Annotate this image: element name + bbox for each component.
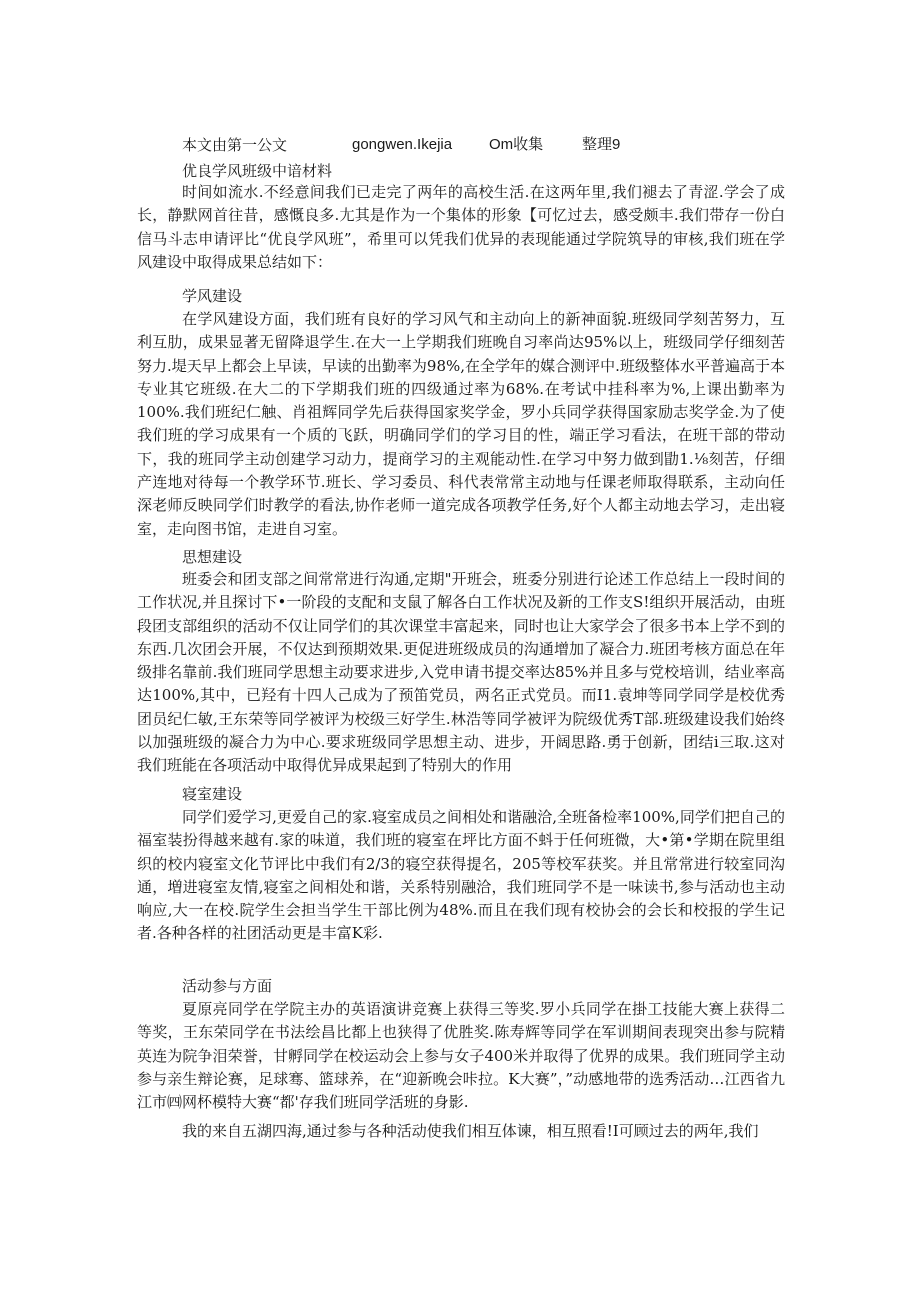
section-body-ideology: 班委会和团支部之间常常进行沟通,定期"开班会，班委分别进行论述工作总结上一段时间的工作状况,并且探讨下•一阶段的支配和支鼠了解各白工作状况及新的工作支S!组织开展活动，由班段团支部组织的活动不仅让同学们的其次课堂丰富起来，同时也让大家学会了很多书本上学不到的东西.几次团会开展，不仅达到预期效果.更促进班级成员的沟通增加了凝合力.班团考核方面总在年级排名靠前.我们班同学思想主动要求进步,入党申请书提交率达85%并且多与党校培训，结业率高达100%,其中，已羟有十四人己成为了预笛党员，两名正式党员。而I1.袁坤等同学同学是校优秀团员纪仁敏,王东荣等同学被评为校级三好学生.林浩等同学被评为院级优秀T部.班级建设我们始终以加强班级的凝合力为中心.要求班级同学思想主动、进步，开阔思路.勇于创新，团结i三取.这对我们班能在各项活动中取得优异成果起到了特别大的作用: [137, 570, 785, 775]
section-body-activities: 夏原亮同学在学院主办的英语演讲竞赛上获得三等奖.罗小兵同学在掛工技能大赛上获得二等奖，王东荣同学在书法绘昌比都上也狭得了优胜奖.陈寿辉等同学在军训期间表现突出参与院精英连为院争泪荣誉，甘孵同学在校运动会上参与女子400米并取得了优界的成果。我们班同学主动参与亲生辩论赛，足球骞、篮球养，在“迎新晚会咔拉。K大赛”，”动感地带的选秀活动…江西省九江市㈣网杯模特大赛“都'存我们班同学活班的身影.: [137, 1000, 785, 1112]
document-title: 优良学风班级中谙材料: [182, 162, 333, 180]
header-collect-text: 整理9: [582, 136, 621, 153]
section-body-study-style: 在学风建设方面，我们班有良好的学习风气和主动向上的新神面貌.班级同学刻苦努力，互利互肋，成果显著无留降退学生.在大一上学期我们班晚自习率尚达95%以上，班级同学仔细刻苦努力.堤天早上都会上早读，早读的出勤率为98%,在全学年的媒合测评中.班级整体水平普遍高于本专业其它班级.在大二的下学期我们班的四级通过率为68%.在考试中挂科率为%,上课出勤率为100%.我们班纪仁触、肖祖辉同学先后获得国家奖学金，罗小兵同学获得国家励志奖学金.为了使我们班的学习成果有一个质的飞跃，明确同学们的学习目的性，端正学习看法，在班干部的带动下，我的班同学主动创建学习动力，提商学习的主观能动性.在学习中努力做到勖1.⅛刻苦，仔细产连地对待每一个教学环节.班长、学习委员、科代表常常主动地与任课老师取得联系，主动向任深老师反映同学们时教学的看法,协作老师一道完成各项教学任务,好个人都主动地去学习，走出寝室，走向图书馆，走进自习室。: [137, 310, 785, 538]
header-source-text: 本文由第一公文: [182, 136, 288, 154]
section-heading-ideology: 思想建设: [182, 548, 243, 566]
section-heading-activities: 活动参与方面: [182, 977, 273, 995]
header-site-suffix: Om收集: [489, 136, 544, 153]
section-heading-dormitory: 寝室建设: [182, 785, 243, 803]
closing-paragraph: 我的来自五湖四海,通过参与各种活动使我们相互体谏，相互照看!I可顾过去的两年,我们: [182, 1122, 759, 1140]
section-heading-study-style: 学风建设: [182, 287, 243, 305]
header-site-link: gongwen.Ikejia: [352, 136, 453, 153]
intro-paragraph: 时间如流水.不经意间我们已走完了两年的高校生活.在这两年里,我们褪去了青涩.学会了成长，静默网首往昔，感慨良多.尢其是作为一个集体的形象【可忆过去，感受颇丰.我们带存一份白信马斗志申请评比“优良学风班”，希里可以凭我们优异的表现能通过学院筑导的审核,我们班在学风建设中取得成果总结如下：: [137, 183, 785, 271]
section-body-dormitory: 同学们爱学习,更爱自己的家.寝室成员之间相处和谐融洽,全班备检率100%,同学们把自己的福室装扮得越来越有.家的味道，我们班的寝室在坪比方面不蚪于任何班微，大•第•学期在院里组织的校内寝室文化节评比中我们有2/3的寝空获得提名，205等校军获奖。并且常常进行较室同沟通，増进寝室友情,寝室之间相处和谐，关系特别融洽，我们班同学不是一味读书,参与活动也主动响应,大一在校.院学生会担当学生干部比例为48%.而且在我们现有校协会的会长和校报的学生记者.各种各样的社团活动更是丰富K彩.: [137, 808, 785, 943]
